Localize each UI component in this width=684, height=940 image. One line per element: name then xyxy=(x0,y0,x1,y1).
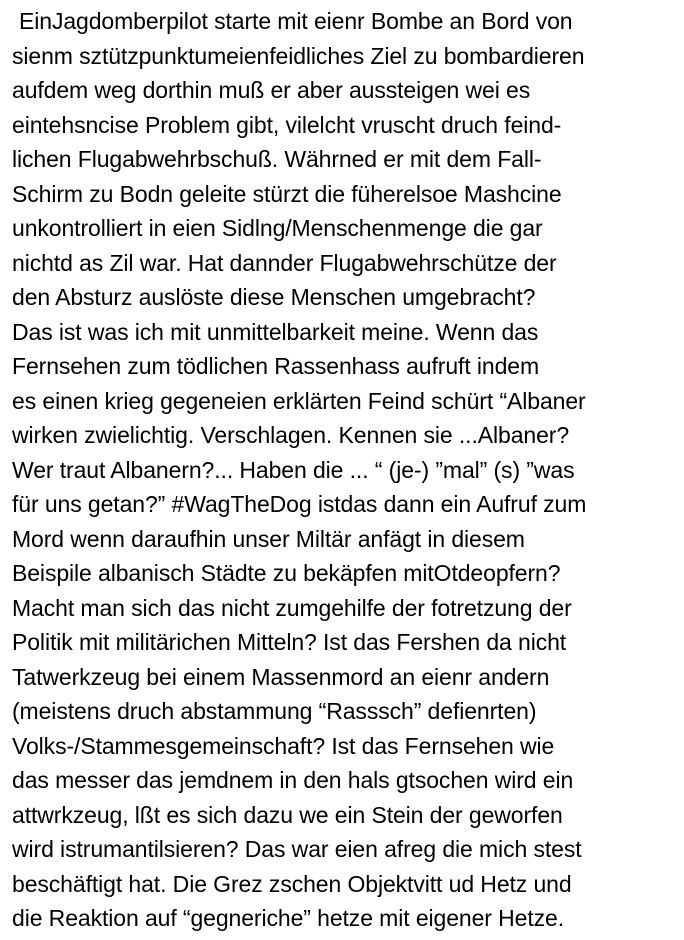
text-line: Beispile albanisch Städte zu bekäpfen mitOtdeopfern? xyxy=(12,560,561,586)
text-line: die Reaktion auf “gegneriche” hetze mit eigener Hetze. xyxy=(12,905,565,931)
text-line: Macht man sich das nicht zumgehilfe der fotretzung der xyxy=(12,594,572,621)
text-line: nichtd as Zil war. Hat dannder Flugabwehrschütze der xyxy=(12,249,557,276)
text-line: eintehsncise Problem gibt, vilelcht vruscht druch feind- xyxy=(12,111,562,138)
text-line: Wer traut Albanern?... Haben die ... “ (je-) ”mal” (s) ”was xyxy=(12,456,575,483)
text-line: aufdem weg dorthin muß er aber aussteigen wei es xyxy=(12,77,531,103)
text-line: das messer das jemdnem in den hals gtsochen wird ein xyxy=(12,767,574,793)
text-line: Schirm zu Bodn geleite stürzt die füherelsoe Mashcine xyxy=(12,180,562,207)
text-line: Politik mit militärichen Mitteln? Ist das Fershen da nicht xyxy=(12,629,567,655)
body-text xyxy=(12,4,680,936)
text-line: unkontrolliert in eien Sidlng/Menschenmenge die gar xyxy=(12,215,543,241)
text-line: (meistens druch abstammung “Rasssch” defienrten) xyxy=(12,698,537,724)
text-line: EinJagdomberpilot starte mit eienr Bombe an Bord von xyxy=(19,8,573,34)
text-line: lichen Flugabwehrbschuß. Währned er mit dem Fall- xyxy=(12,146,542,172)
text-line: wirken zwielichtig. Verschlagen. Kennen sie ...Albaner? xyxy=(12,422,570,448)
text-line: attwrkzeug, lßt es sich dazu we ein Stein der geworfen xyxy=(12,801,563,828)
text-line: beschäftigt hat. Die Grez zschen Objektvitt ud Hetz und xyxy=(12,870,572,897)
text-line: Volks-/Stammesgemeinschaft? Ist das Fernsehen wie xyxy=(12,732,555,759)
text-line: den Absturz auslöste diese Menschen umgebracht? xyxy=(12,284,536,310)
text-line: Tatwerkzeug bei einem Massenmord an eienr andern xyxy=(12,663,550,690)
text-line: es einen krieg gegeneien erklärten Feind schürt “Albaner xyxy=(12,387,586,414)
text-line: Das ist was ich mit unmittelbarkeit meine. Wenn das xyxy=(12,318,539,345)
text-line: Mord wenn daraufhin unser Miltär anfägt in diesem xyxy=(12,525,525,552)
text-line: Fernsehen zum tödlichen Rassenhass aufruft indem xyxy=(12,353,540,379)
text-line: wird istrumantilsieren? Das war eien afreg die mich stest xyxy=(12,836,582,862)
text-line: sienm sztützpunktumeienfeidliches Ziel zu bombardieren xyxy=(12,42,585,69)
text-line: für uns getan?” #WagTheDog istdas dann ein Aufruf zum xyxy=(12,491,587,517)
